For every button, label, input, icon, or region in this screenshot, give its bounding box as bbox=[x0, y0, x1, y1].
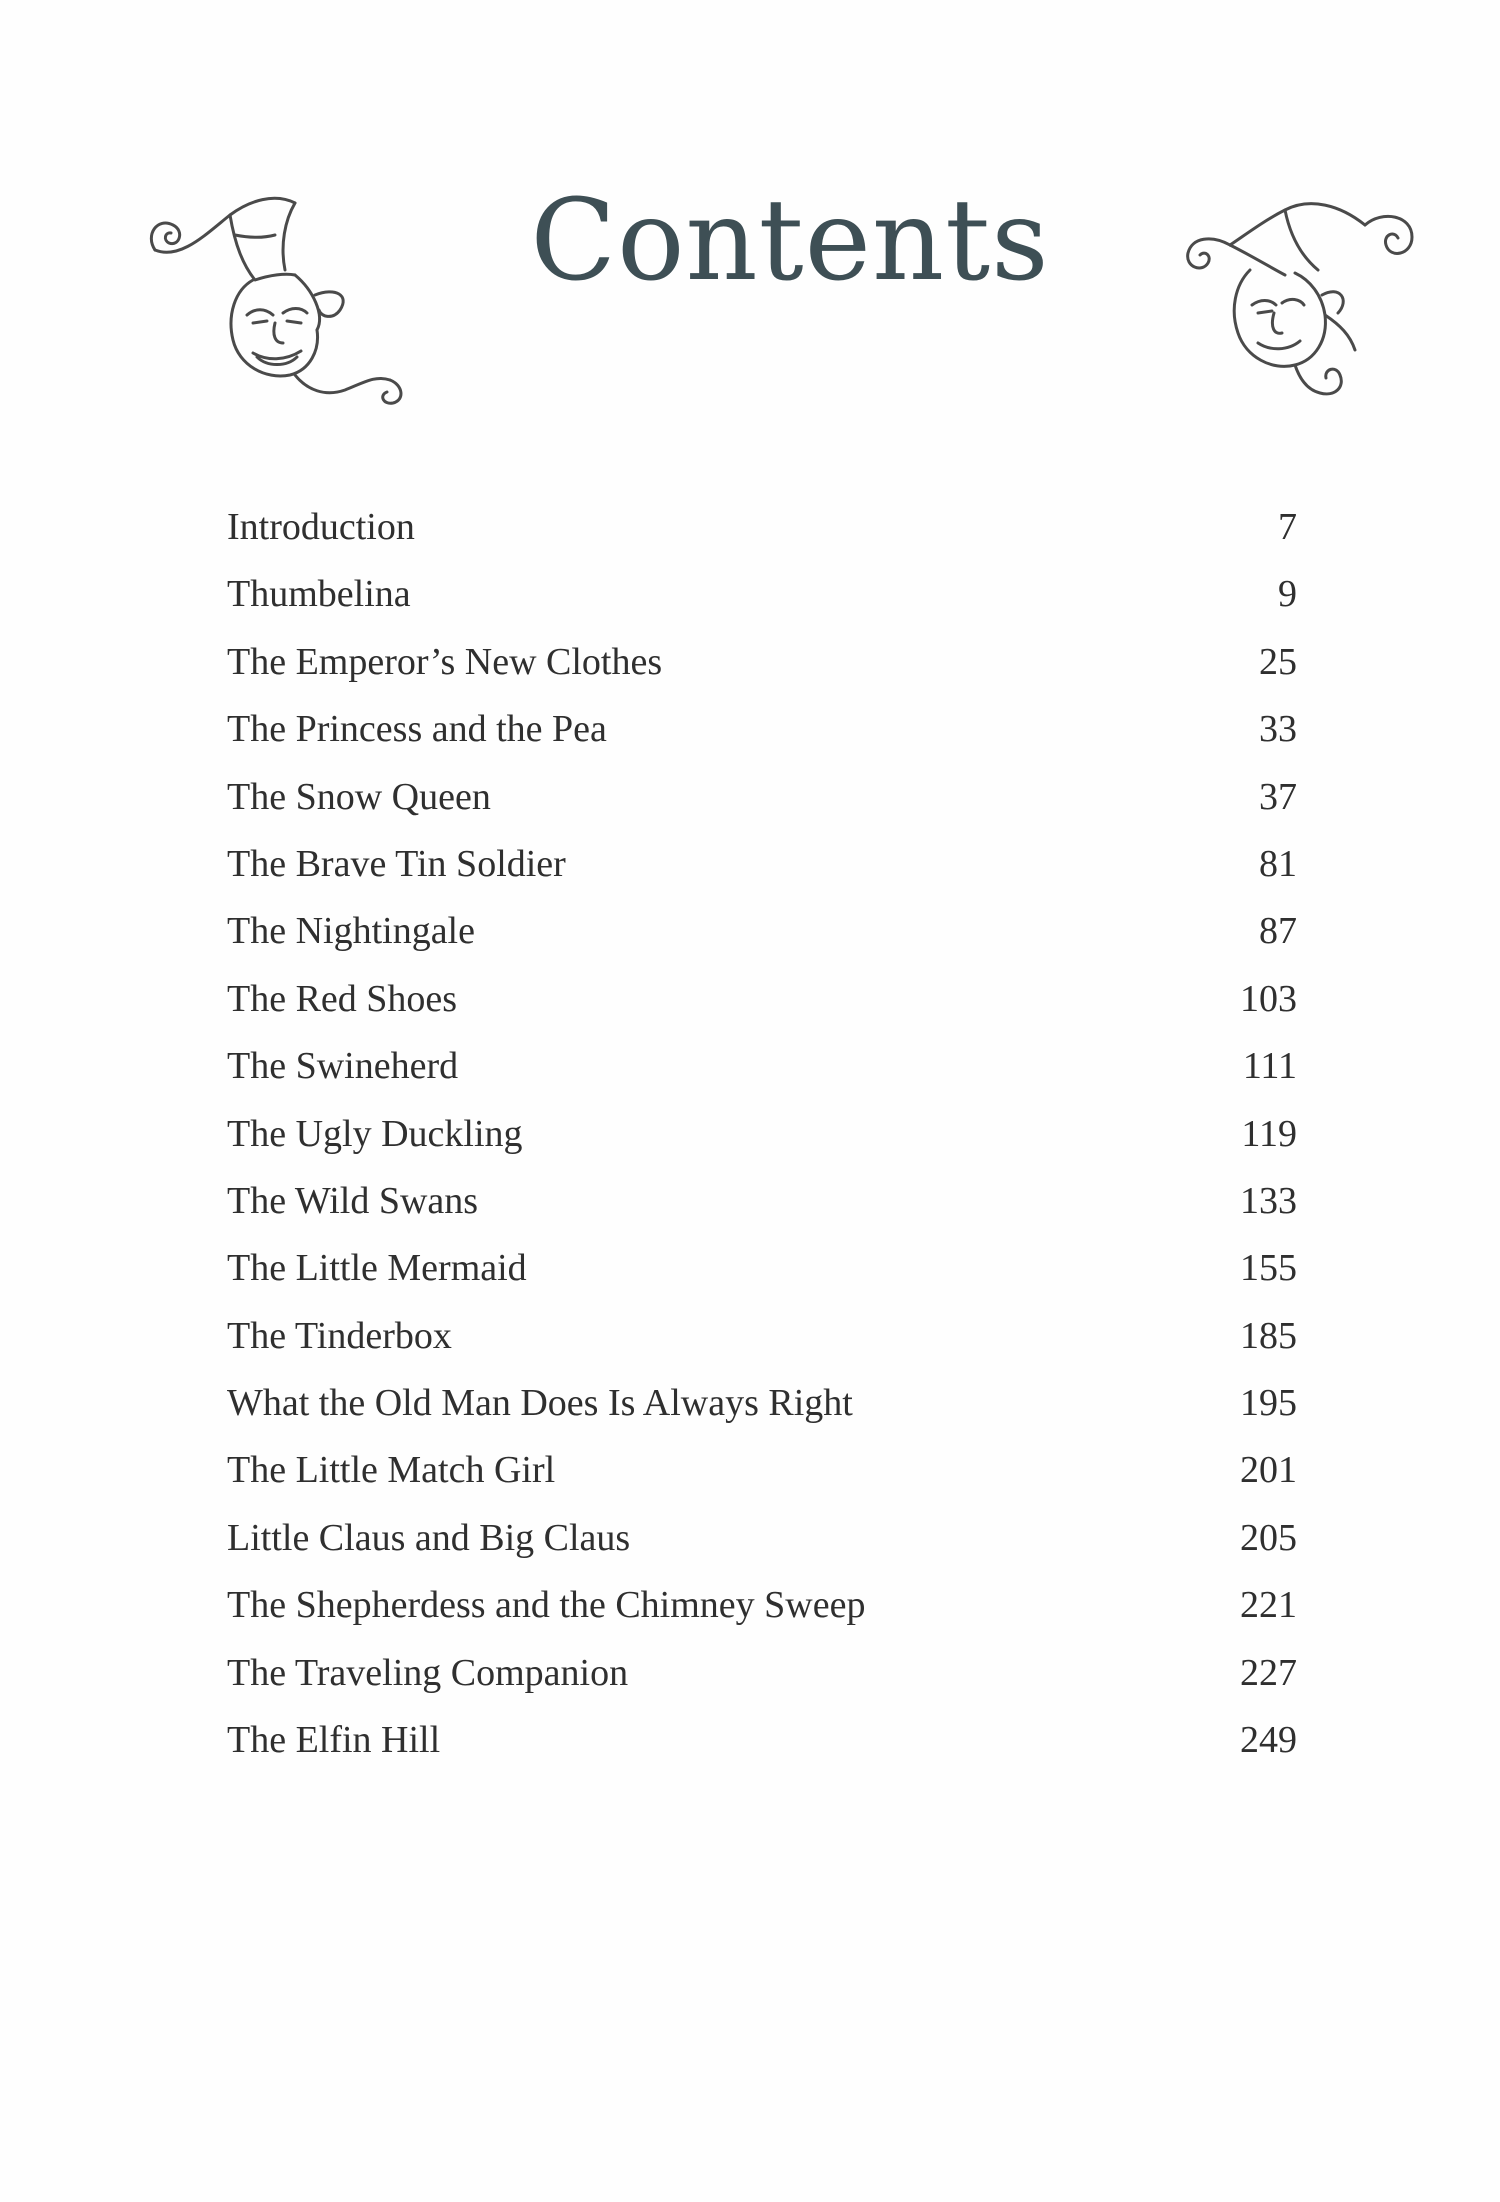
toc-entry-title: The Snow Queen bbox=[227, 775, 491, 818]
toc-entry[interactable] bbox=[227, 842, 1297, 909]
toc-entry[interactable] bbox=[227, 909, 1297, 976]
toc-entry-page: 205 bbox=[1240, 1516, 1297, 1559]
toc-entry-page: 119 bbox=[1241, 1112, 1297, 1155]
toc-entry-page: 81 bbox=[1259, 842, 1297, 885]
table-of-contents bbox=[227, 505, 1297, 1785]
toc-entry[interactable] bbox=[227, 1112, 1297, 1179]
toc-entry-page: 9 bbox=[1278, 573, 1297, 616]
toc-entry[interactable] bbox=[227, 1314, 1297, 1381]
toc-entry[interactable] bbox=[227, 1516, 1297, 1583]
toc-entry-page: 227 bbox=[1240, 1651, 1297, 1694]
toc-entry-title: Introduction bbox=[227, 506, 415, 548]
toc-entry-title: The Emperor’s New Clothes bbox=[227, 640, 663, 683]
toc-entry-page: 25 bbox=[1259, 640, 1297, 683]
toc-entry[interactable] bbox=[227, 1583, 1297, 1650]
toc-entry-page: 111 bbox=[1242, 1045, 1297, 1088]
toc-entry-title: The Shepherdess and the Chimney Sweep bbox=[227, 1584, 866, 1627]
toc-entry-title: Little Claus and Big Claus bbox=[227, 1516, 631, 1559]
toc-entry-title: What the Old Man Does Is Always Right bbox=[227, 1382, 853, 1425]
toc-entry[interactable] bbox=[227, 1179, 1297, 1246]
toc-entry-title: The Swineherd bbox=[227, 1045, 459, 1088]
toc-entry-title: The Nightingale bbox=[227, 910, 475, 953]
elf-head-right-icon bbox=[1150, 175, 1430, 415]
toc-entry-title: The Elfin Hill bbox=[227, 1719, 441, 1762]
toc-entry-title: The Red Shoes bbox=[227, 977, 458, 1020]
toc-entry[interactable] bbox=[227, 572, 1297, 639]
toc-entry-title: The Tinderbox bbox=[227, 1314, 452, 1357]
toc-entry[interactable] bbox=[227, 640, 1297, 707]
toc-entry[interactable] bbox=[227, 505, 1297, 572]
toc-entry[interactable] bbox=[227, 707, 1297, 774]
toc-entry[interactable] bbox=[227, 1651, 1297, 1718]
toc-entry[interactable] bbox=[227, 1448, 1297, 1515]
toc-entry[interactable] bbox=[227, 977, 1297, 1044]
toc-entry-page: 87 bbox=[1259, 910, 1297, 953]
toc-entry-page: 155 bbox=[1240, 1247, 1297, 1290]
toc-entry[interactable] bbox=[227, 1044, 1297, 1111]
toc-entry-title: The Ugly Duckling bbox=[227, 1112, 523, 1155]
contents-header bbox=[0, 0, 1500, 440]
toc-entry-page: 33 bbox=[1259, 708, 1297, 751]
toc-entry-title: The Little Mermaid bbox=[227, 1247, 527, 1290]
toc-entry-title: The Little Match Girl bbox=[227, 1449, 556, 1492]
toc-entry-title: The Wild Swans bbox=[227, 1179, 479, 1222]
toc-entry-page: 195 bbox=[1240, 1382, 1297, 1425]
toc-entry-page: 221 bbox=[1240, 1584, 1297, 1627]
toc-entry-title: The Brave Tin Soldier bbox=[227, 842, 566, 885]
toc-entry-page: 133 bbox=[1240, 1179, 1297, 1222]
toc-entry-page: 201 bbox=[1240, 1449, 1297, 1492]
toc-entry-page: 37 bbox=[1259, 775, 1297, 818]
toc-entry-page: 249 bbox=[1240, 1719, 1297, 1762]
toc-entry[interactable] bbox=[227, 1246, 1297, 1313]
page-title: Contents bbox=[530, 176, 1050, 306]
toc-entry[interactable] bbox=[227, 1718, 1297, 1785]
toc-entry[interactable] bbox=[227, 775, 1297, 842]
toc-entry-page: 185 bbox=[1240, 1314, 1297, 1357]
toc-entry-title: The Traveling Companion bbox=[227, 1651, 629, 1694]
toc-entry-title: Thumbelina bbox=[227, 573, 411, 616]
elf-head-left-icon bbox=[135, 175, 415, 415]
toc-entry[interactable] bbox=[227, 1381, 1297, 1448]
toc-entry-page: 7 bbox=[1278, 506, 1297, 548]
toc-entry-page: 103 bbox=[1240, 977, 1297, 1020]
toc-entry-title: The Princess and the Pea bbox=[227, 708, 607, 751]
